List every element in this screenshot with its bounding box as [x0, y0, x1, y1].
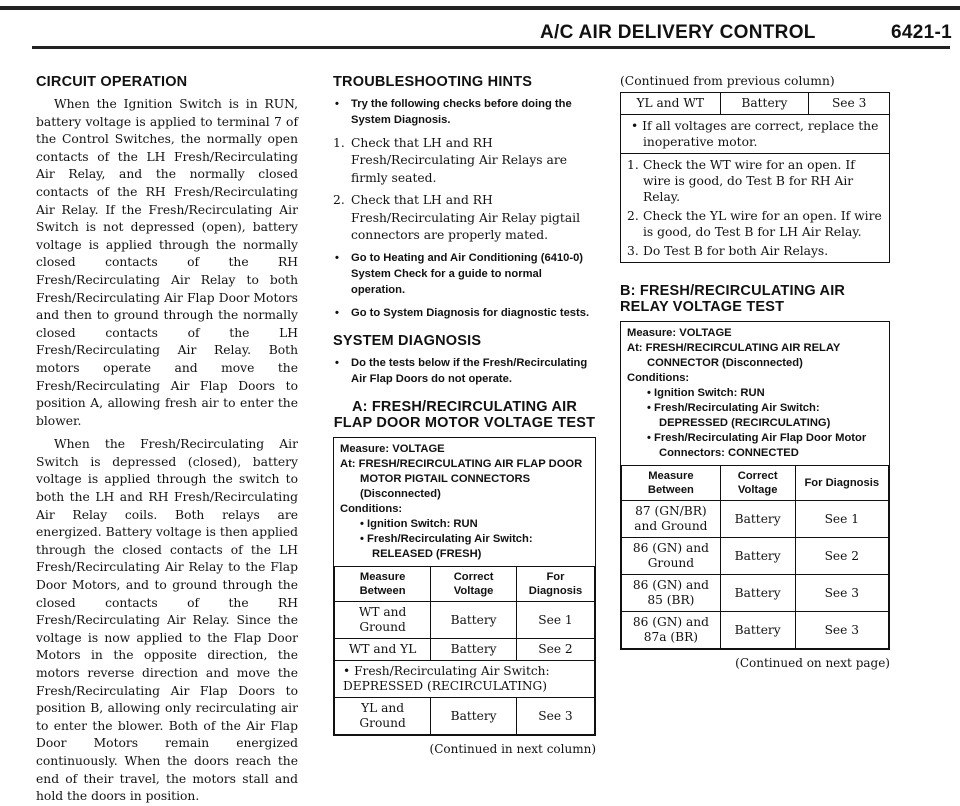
section-title: A/C AIR DELIVERY CONTROL — [540, 22, 816, 43]
table-row: WT and YL Battery See 2 — [335, 639, 595, 661]
test-b-condition-switch-state: DEPRESSED (RECIRCULATING) — [659, 417, 831, 429]
test-a-measure: Measure: VOLTAGE — [340, 443, 445, 456]
table-row: YL and Ground Battery See 3 — [335, 698, 595, 735]
continued-from-previous: (Continued from previous column) — [620, 74, 835, 88]
troubleshooting-heading: TROUBLESHOOTING HINTS — [333, 74, 533, 90]
test-b-condition-motor-state: Connectors: CONNECTED — [659, 447, 799, 459]
tip-system-diagnosis: • Go to System Diagnosis for diagnostic tests. — [333, 305, 596, 321]
table-header-row — [622, 466, 889, 501]
system-diagnosis-tips — [333, 355, 596, 387]
test-b-at-line2: CONNECTOR (Disconnected) — [647, 357, 803, 369]
table-row: YL and WT Battery See 3 — [621, 93, 890, 115]
step-item: 2. Check that LH and RH Fresh/Recirculating Air Relay pigtail connectors are properly mated. — [333, 193, 581, 243]
table-header-row — [335, 567, 595, 602]
troubleshooting-tips-2 — [333, 250, 596, 321]
col-correct-voltage: Correct Voltage — [720, 466, 795, 501]
tip-do-tests: • Do the tests below if the Fresh/Recirculating Air Flap Doors do not operate. — [333, 355, 596, 387]
step-item: 1. Check that LH and RH Fresh/Recirculating Air Relays are firmly seated. — [333, 136, 567, 185]
col-measure-between: Measure Between — [622, 466, 721, 501]
test-b-heading: B: FRESH/RECIRCULATING AIR RELAY VOLTAGE TEST — [620, 283, 846, 315]
troubleshooting-column — [333, 74, 596, 756]
test-a-condition-ignition: • Ignition Switch: RUN — [360, 518, 478, 531]
test-a-continued-table — [620, 92, 890, 115]
diag-step: 2. Check the YL wire for an open. If wire is good, do Test B for LH Air Relay. — [627, 209, 882, 239]
table-row: WT and Ground Battery See 1 — [335, 602, 595, 639]
header-rule — [32, 46, 950, 49]
test-a-table — [334, 566, 595, 735]
test-a-condition-switch-state: RELEASED (FRESH) — [372, 548, 482, 561]
test-a-conditions-label: Conditions: — [340, 503, 403, 516]
test-b-at: At: FRESH/RECIRCULATING AIR RELAY — [627, 342, 841, 354]
table-row: 87 (GN/BR) and Ground Battery See 1 — [622, 501, 889, 538]
troubleshooting-tips — [333, 96, 596, 128]
circuit-paragraph-1: When the Ignition Switch is in RUN, battery voltage is applied to terminal 7 of the Control Switches, the normally open contacts of the LH Fresh/Recirculating Air Relay, and the normally closed contacts of the RH Fresh/Recirculating Air Relay. If the Fresh/Recirculating Air Switch is not depressed (open), battery voltage is applied through the normally closed contacts of the RH Fresh/Recirculating Air Relay to both Fresh/Recirculating Air Flap Door Motors and then to ground through the normally closed contacts of the LH Fresh/Recirculating Air Relay. Both motors operate and move the Fresh/Recirculating Air Flap Doors to position A, allowing fresh air to enter the blower. — [36, 97, 298, 428]
switch-note-row: • Fresh/Recirculating Air Switch: DEPRESSED (RECIRCULATING) — [335, 661, 595, 698]
test-a-at-line3: (Disconnected) — [360, 488, 441, 501]
col-measure-between: Measure Between — [335, 567, 431, 602]
circuit-operation-heading: CIRCUIT OPERATION — [36, 74, 188, 90]
test-b-condition-switch: • Fresh/Recirculating Air Switch: — [647, 402, 820, 414]
continued-next-page: (Continued on next page) — [735, 656, 890, 670]
circuit-paragraph-2: When the Fresh/Recirculating Air Switch is depressed (closed), battery voltage is applied through the switch to both the LH and RH Fresh/Recirculating Air Relay coils. Both relays are energized. Battery voltage is then applied through the closed contacts of the LH Fresh/Recirculating Air Relay to the Flap Door Motors, and to ground through the closed contacts of the RH Fresh/Recirculating Air Relay. Since the voltage is now applied to the Flap Door Motors in the opposite direction, the motors reverse direction and move the Fresh/Recirculating Air Flap Doors to position B, allowing only recirculating air to enter the blower. Both of the Air Flap Door Motors remain energized continuously. When the doors reach the end of their travel, the motors stall and hold the doors in position. — [36, 437, 298, 804]
diag-step: 1. Check the WT wire for an open. If wire is good, do Test B for RH Air Relay. — [627, 158, 855, 204]
col-for-diagnosis: For Diagnosis — [795, 466, 888, 501]
test-b-table — [621, 465, 889, 649]
table-row: 86 (GN) and Ground Battery See 2 — [622, 538, 889, 575]
diag-step: 3. Do Test B for both Air Relays. — [627, 244, 829, 258]
test-a-conditions — [334, 438, 595, 566]
troubleshooting-steps — [333, 135, 596, 244]
col-correct-voltage: Correct Voltage — [431, 567, 517, 602]
page-header — [540, 22, 952, 44]
col-for-diagnosis: For Diagnosis — [516, 567, 594, 602]
test-b-condition-motor: • Fresh/Recirculating Air Flap Door Motor — [647, 432, 867, 444]
test-a-heading: A: FRESH/RECIRCULATING AIR FLAP DOOR MOTOR VOLTAGE TEST — [333, 399, 596, 432]
test-a-at-line2: MOTOR PIGTAIL CONNECTORS — [360, 473, 531, 486]
page-number: 6421-1 — [891, 22, 952, 43]
test-a-box — [333, 437, 596, 736]
test-b-condition-ignition: • Ignition Switch: RUN — [647, 387, 765, 399]
test-b-box — [620, 321, 890, 650]
tip-system-check: • Go to Heating and Air Conditioning (6410-0) System Check for a guide to normal operation. — [333, 250, 596, 298]
circuit-operation-column — [36, 74, 298, 806]
table-row: 86 (GN) and 87a (BR) Battery See 3 — [622, 612, 889, 649]
continued-column — [620, 74, 890, 670]
diagnosis-steps — [620, 154, 890, 263]
replace-motor-note: • If all voltages are correct, replace the inoperative motor. — [620, 115, 890, 154]
system-diagnosis-heading: SYSTEM DIAGNOSIS — [333, 333, 482, 350]
test-b-conditions-label: Conditions: — [627, 372, 690, 384]
test-b-measure: Measure: VOLTAGE — [627, 327, 732, 339]
continued-next-column: (Continued in next column) — [429, 742, 596, 757]
tip-before-diagnosis: • Try the following checks before doing the System Diagnosis. — [333, 96, 596, 128]
top-border-line — [0, 6, 960, 10]
test-a-at: At: FRESH/RECIRCULATING AIR FLAP DOOR — [340, 458, 583, 471]
test-a-condition-switch: • Fresh/Recirculating Air Switch: — [360, 533, 533, 546]
test-b-conditions — [621, 322, 889, 465]
table-row: 86 (GN) and 85 (BR) Battery See 3 — [622, 575, 889, 612]
